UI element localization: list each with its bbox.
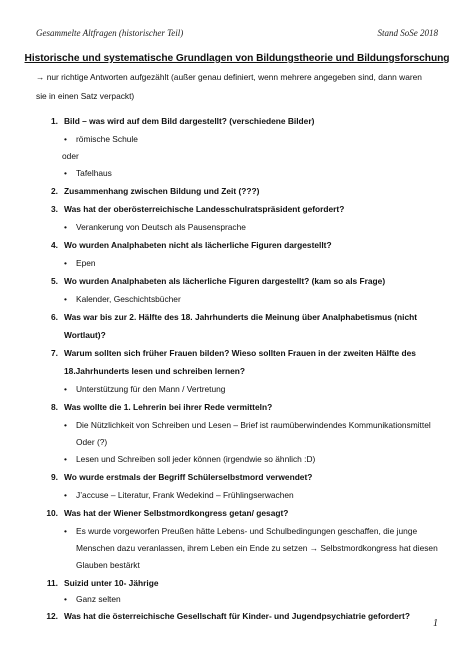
bullet-icon: • bbox=[64, 454, 67, 464]
answer-9: • J’accuse – Literatur, Frank Wedekind – Frühlingserwachen bbox=[64, 490, 294, 500]
answer-10: • Es wurde vorgeworfen Preußen hätte Lebens- und Schulbedingungen geschaffen, die junge bbox=[64, 526, 418, 536]
answer-1a: • römische Schule bbox=[64, 134, 138, 144]
answer-1-or: oder bbox=[62, 151, 79, 161]
answer-10-cont-1: Menschen dazu veranlassen, ihrem Leben ein Ende zu setzen → Selbstmordkongress hat diesen bbox=[76, 543, 438, 553]
bullet-icon: • bbox=[64, 294, 67, 304]
bullet-icon: • bbox=[64, 420, 67, 430]
question-2: 2. Zusammenhang zwischen Bildung und Zeit (???) bbox=[51, 186, 260, 196]
document-title: Historische und systematische Grundlagen von Bildungstheorie und Bildungsforschung bbox=[24, 53, 450, 64]
bullet-icon: • bbox=[64, 134, 67, 144]
bullet-icon: • bbox=[64, 526, 67, 536]
answer-4: • Epen bbox=[64, 258, 96, 268]
question-6: 6. Was war bis zur 2. Hälfte des 18. Jahrhunderts die Meinung über Analphabetismus (nicht bbox=[51, 312, 418, 322]
answer-7: • Unterstützung für den Mann / Vertretung bbox=[64, 384, 226, 394]
intro-line-2: sie in einen Satz verpackt) bbox=[36, 91, 135, 101]
bullet-icon: • bbox=[64, 258, 67, 268]
question-8: 8. Was wollte die 1. Lehrerin bei ihrer Rede vermitteln? bbox=[51, 402, 273, 412]
answer-8b: • Lesen und Schreiben soll jeder können (irgendwie so ähnlich :D) bbox=[64, 454, 316, 464]
page-number: 1 bbox=[433, 618, 438, 629]
answer-8a: • Die Nützlichkeit von Schreiben und Lesen – Brief ist raumüberwindendes Kommunikationsmittel bbox=[64, 420, 431, 430]
bullet-icon: • bbox=[64, 222, 67, 232]
bullet-icon: • bbox=[64, 168, 67, 178]
bullet-icon: • bbox=[64, 490, 67, 500]
answer-5: • Kalender, Geschichtsbücher bbox=[64, 294, 181, 304]
bullet-icon: • bbox=[64, 594, 67, 604]
header-right: Stand SoSe 2018 bbox=[377, 28, 438, 38]
bullet-icon: • bbox=[64, 384, 67, 394]
header-left: Gesammelte Altfragen (historischer Teil) bbox=[36, 28, 184, 38]
question-4: 4. Wo wurden Analphabeten nicht als lächerliche Figuren dargestellt? bbox=[51, 240, 332, 250]
intro-line-1: → nur richtige Antworten aufgezählt (außer genau definiert, wenn mehrere angegeben sind, dann waren bbox=[36, 72, 422, 82]
question-9: 9. Wo wurde erstmals der Begriff Schülerselbstmord verwendet? bbox=[51, 472, 313, 482]
question-7: 7. Warum sollten sich früher Frauen bilden? Wieso sollten Frauen in der zweiten Hälfte des bbox=[51, 348, 416, 358]
question-12: 12. Was hat die österreichische Gesellschaft für Kinder- und Jugendpsychiatrie gefordert? bbox=[46, 611, 410, 621]
question-3: 3. Was hat der oberösterreichische Landesschulratspräsident gefordert? bbox=[51, 204, 345, 214]
answer-10-cont-2: Glauben bestärkt bbox=[76, 560, 140, 570]
page-header bbox=[36, 28, 438, 38]
answer-3: • Verankerung von Deutsch als Pausensprache bbox=[64, 222, 246, 232]
answer-1b: • Tafelhaus bbox=[64, 168, 112, 178]
question-1: 1. Bild – was wird auf dem Bild dargestellt? (verschiedene Bilder) bbox=[51, 116, 315, 126]
answer-8a-cont: Oder (?) bbox=[76, 437, 108, 447]
question-5: 5. Wo wurden Analphabeten als lächerliche Figuren dargestellt? (kam so als Frage) bbox=[51, 276, 386, 286]
question-6-cont: Wortlaut)? bbox=[64, 330, 106, 340]
question-10: 10. Was hat der Wiener Selbstmordkongress getan/ gesagt? bbox=[46, 508, 289, 518]
question-7-cont: 18.Jahrhunderts lesen und schreiben lernen? bbox=[64, 366, 246, 376]
answer-11: • Ganz selten bbox=[64, 594, 121, 604]
question-11: 11. Suizid unter 10- Jährige bbox=[46, 578, 159, 588]
